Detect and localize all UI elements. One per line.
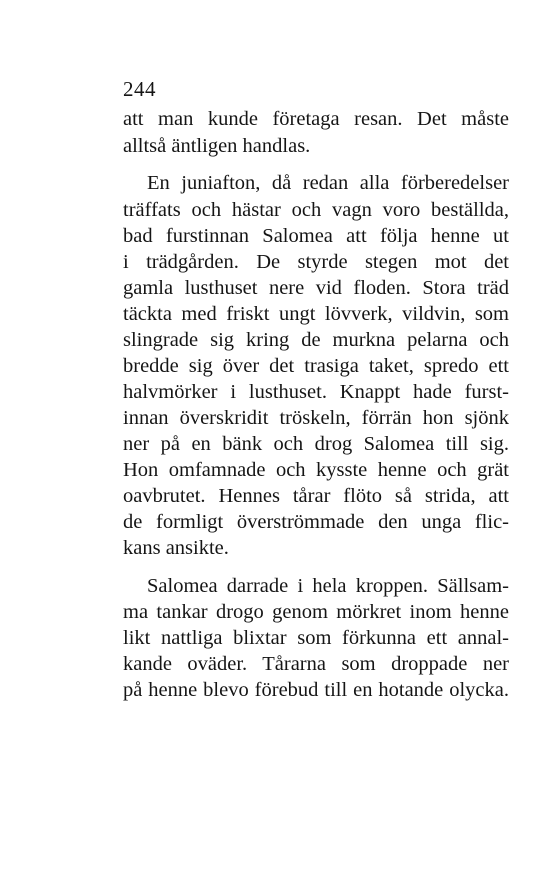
text-line: de formligt överströmmade den unga flic- [123, 511, 509, 533]
text-line: likt nattliga blixtar som förkunna ett annal- [123, 627, 509, 649]
text-line: slingrade sig kring de murkna pelarna och [123, 329, 509, 351]
text-line: täckta med friskt ungt lövverk, vildvin, som [123, 303, 509, 325]
text-line: alltså äntligen handlas. [123, 135, 311, 157]
text-line: Hon omfamnade och kysste henne och grät [123, 459, 509, 481]
paragraph-first-line: Salomea darrade i hela kroppen. Sällsam- [147, 575, 509, 597]
text-line: träffats och hästar och vagn voro beställda, [123, 199, 509, 221]
text-line: gamla lusthuset nere vid floden. Stora träd [123, 277, 509, 299]
text-line: att man kunde företaga resan. Det måste [123, 108, 509, 130]
page-number: 244 [123, 77, 156, 101]
text-line: kande oväder. Tårarna som droppade ner [123, 653, 509, 675]
text-line: bad furstinnan Salomea att följa henne ut [123, 225, 509, 247]
text-line: i trädgården. De styrde stegen mot det [123, 251, 509, 273]
text-line: innan överskridit tröskeln, förrän hon sjönk [123, 407, 509, 429]
paragraph-first-line: En juniafton, då redan alla förberedelser [147, 172, 509, 194]
text-line: på henne blevo förebud till en hotande olycka. [123, 679, 509, 701]
text-line: oavbrutet. Hennes tårar flöto så strida, att [123, 485, 509, 507]
text-line: ma tankar drogo genom mörkret inom henne [123, 601, 509, 623]
text-line: halvmörker i lusthuset. Knappt hade furst- [123, 381, 509, 403]
text-line: ner på en bänk och drog Salomea till sig. [123, 433, 509, 455]
text-line: bredde sig över det trasiga taket, spredo ett [123, 355, 509, 377]
text-line: kans ansikte. [123, 537, 229, 559]
